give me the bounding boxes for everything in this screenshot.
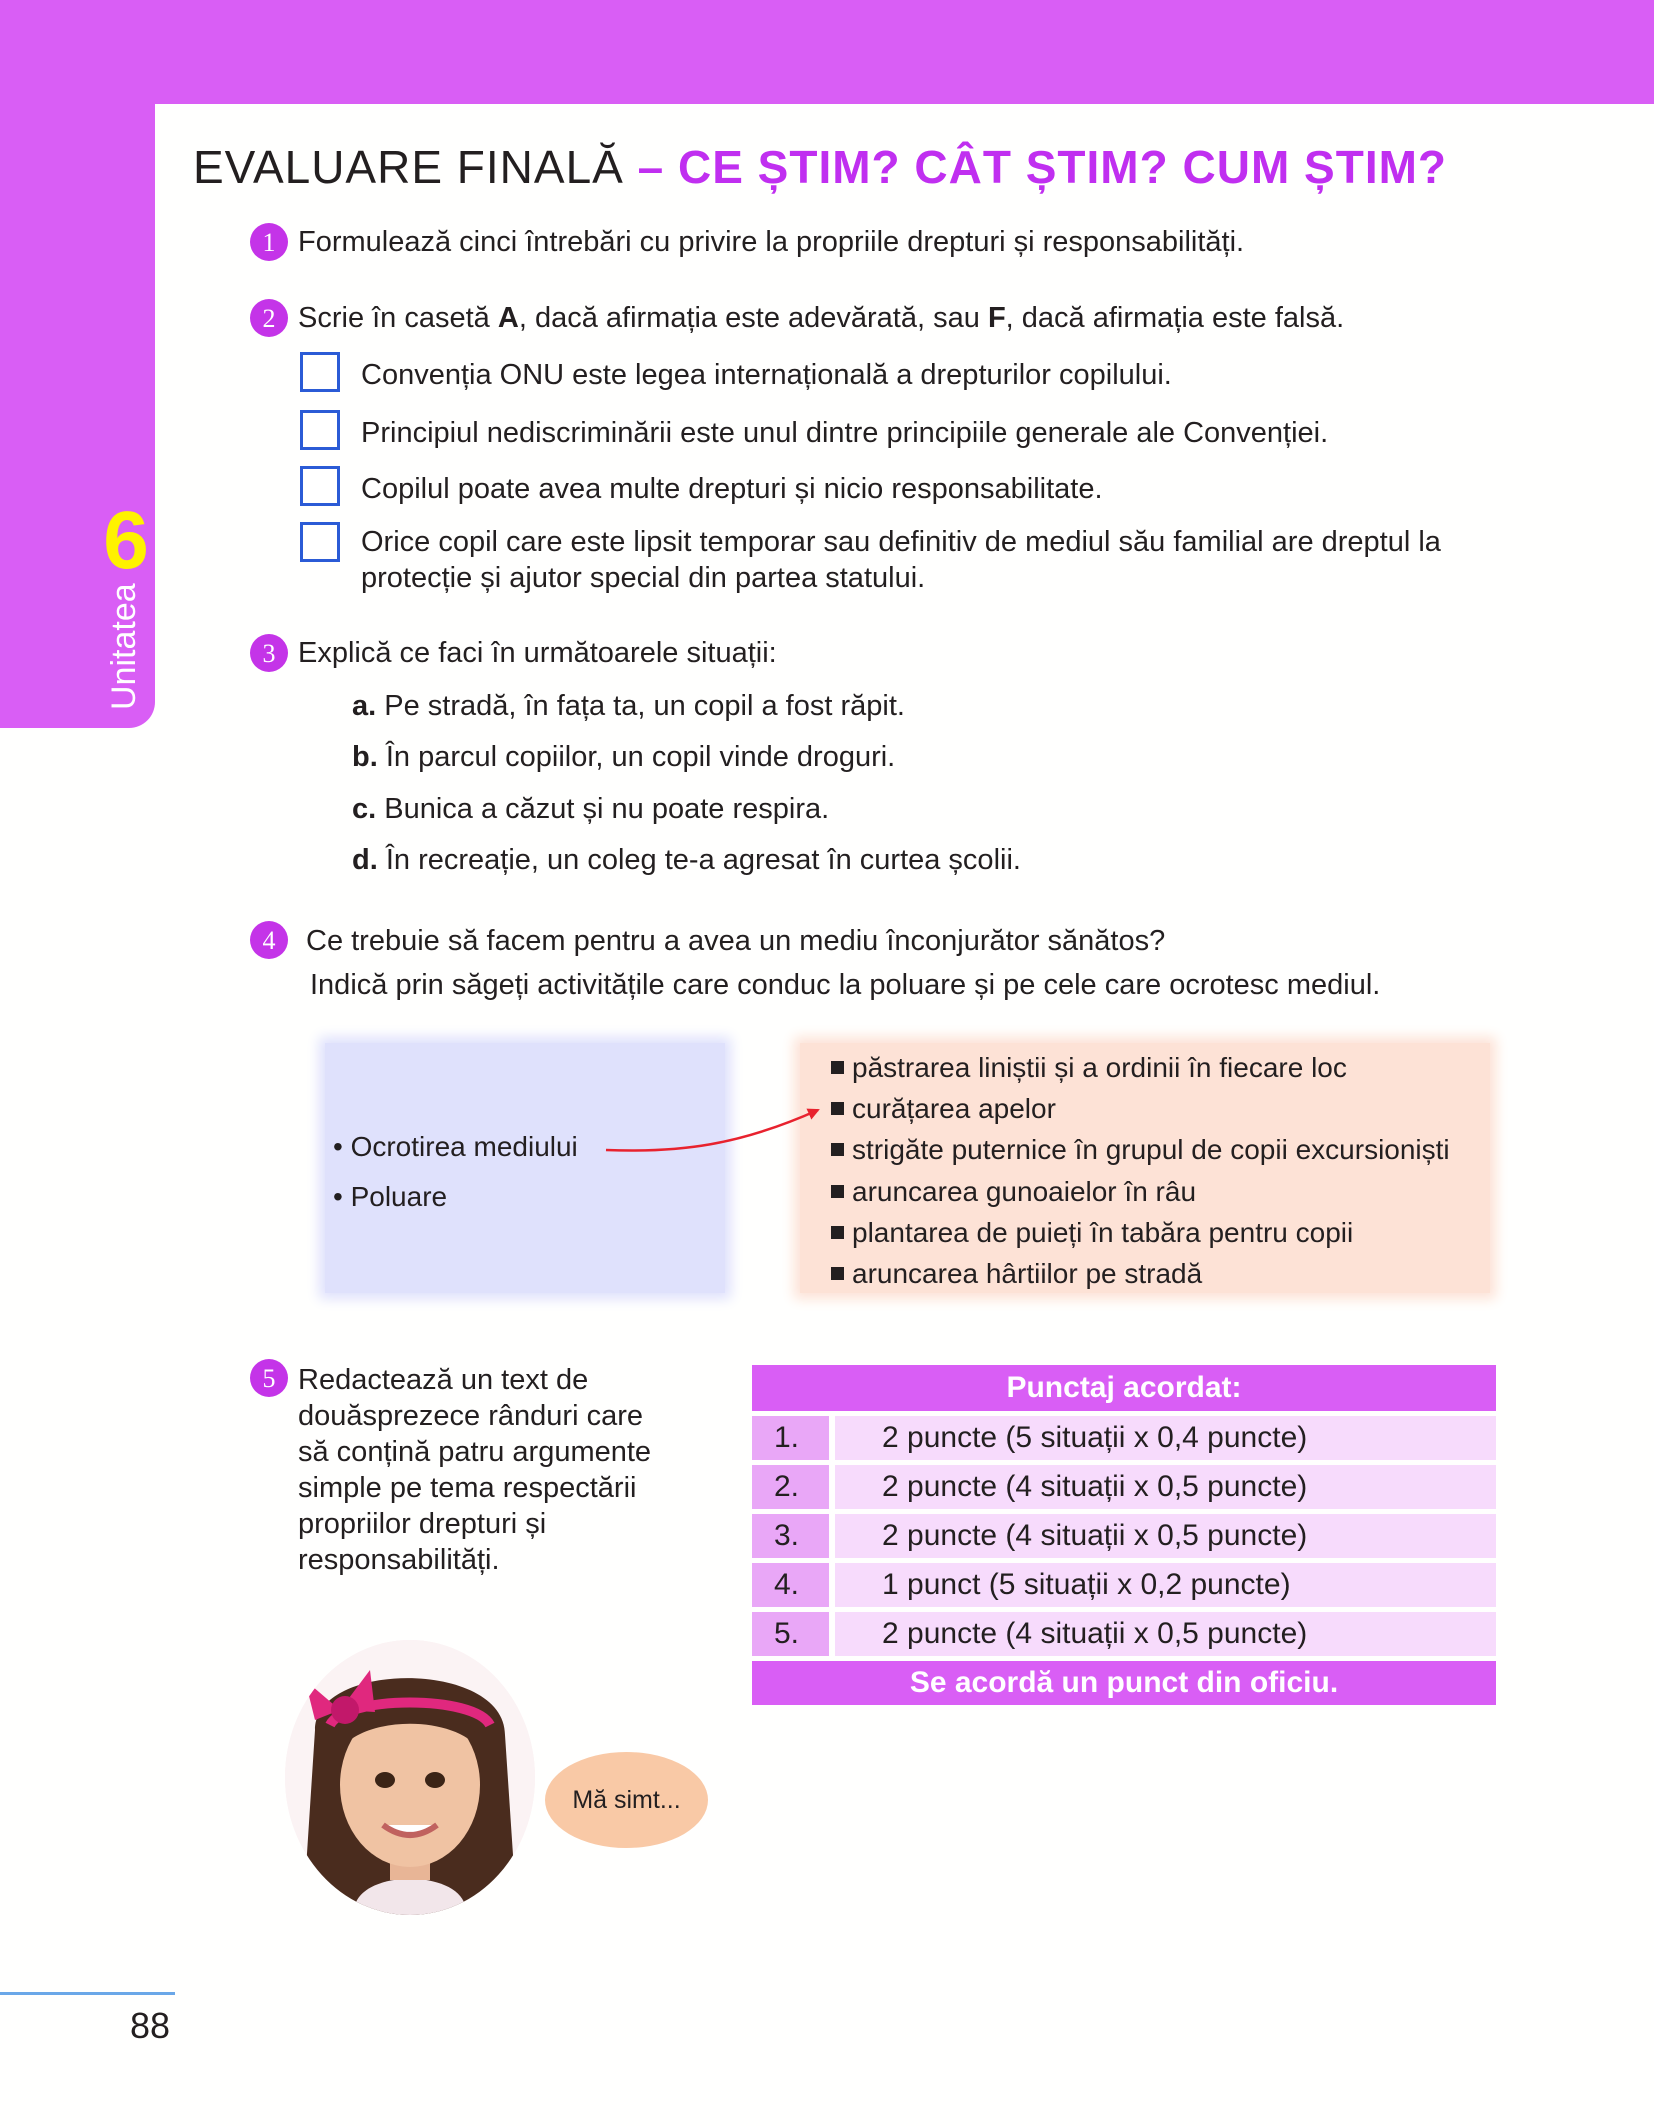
option-poluare[interactable]: • Poluare xyxy=(333,1181,448,1212)
scoring-footer: Se acordă un punct din oficiu. xyxy=(752,1661,1496,1705)
unit-number: 6 xyxy=(103,495,149,586)
page-number: 88 xyxy=(130,2005,171,2046)
statement-4-line-1: Orice copil care este lipsit temporar sau definitiv de mediul său familial are dreptul la xyxy=(361,526,1441,558)
bullet-square-icon xyxy=(831,1185,844,1198)
answer-box-2[interactable] xyxy=(300,410,340,450)
situation-b: b. În parcul copiilor, un copil vinde droguri. xyxy=(352,741,896,773)
answer-box-4[interactable] xyxy=(300,522,340,562)
option-ocrotirea-mediului[interactable]: • Ocrotirea mediului xyxy=(333,1131,578,1162)
speech-bubble: Mă simt... xyxy=(545,1752,708,1848)
question-2-badge: 2 xyxy=(250,299,288,337)
bullet-square-icon xyxy=(831,1226,844,1239)
statement-3: Copilul poate avea multe drepturi și nicio responsabilitate. xyxy=(361,473,1103,505)
question-3-badge: 3 xyxy=(250,634,288,672)
table-row: 5. 2 puncte (4 situații x 0,5 puncte) xyxy=(752,1612,1496,1656)
bullet-square-icon xyxy=(831,1102,844,1115)
question-4-line-2: Indică prin săgeți activitățile care conduc la poluare și pe cele care ocrotesc mediul. xyxy=(310,969,1381,1001)
answer-box-1[interactable] xyxy=(300,352,340,392)
situation-d: d. În recreație, un coleg te-a agresat în curtea școlii. xyxy=(352,844,1021,876)
statement-2: Principiul nediscriminării este unul dintre principiile generale ale Convenției. xyxy=(361,417,1329,449)
footer-divider xyxy=(0,1992,175,1995)
activity-item[interactable]: aruncarea hârtiilor pe stradă xyxy=(831,1257,1202,1291)
matching-left-box xyxy=(325,1043,725,1293)
unit-label: Unitatea xyxy=(105,583,143,710)
page-title xyxy=(193,140,1447,194)
question-4-line-1: Ce trebuie să facem pentru a avea un mediu înconjurător sănătos? xyxy=(306,925,1166,957)
title-main: EVALUARE FINALĂ xyxy=(193,141,624,193)
table-row: 4. 1 punct (5 situații x 0,2 puncte) xyxy=(752,1563,1496,1607)
example-arrow-icon xyxy=(600,1095,830,1165)
bullet-square-icon xyxy=(831,1061,844,1074)
activity-item[interactable]: păstrarea liniștii și a ordinii în fiecare loc xyxy=(831,1051,1347,1085)
table-row: 3. 2 puncte (4 situații x 0,5 puncte) xyxy=(752,1514,1496,1558)
scoring-header: Punctaj acordat: xyxy=(752,1365,1496,1411)
statement-1: Convenția ONU este legea internațională a drepturilor copilului. xyxy=(361,359,1172,391)
table-row: 2. 2 puncte (4 situații x 0,5 puncte) xyxy=(752,1465,1496,1509)
question-1-badge: 1 xyxy=(250,223,288,261)
situation-c: c. Bunica a căzut și nu poate respira. xyxy=(352,793,830,825)
question-5-badge: 5 xyxy=(250,1359,288,1397)
activity-item[interactable]: strigăte puternice în grupul de copii excursioniști xyxy=(831,1133,1450,1167)
question-1-text: Formulează cinci întrebări cu privire la propriile drepturi și responsabilități. xyxy=(298,226,1245,258)
activity-item[interactable]: curățarea apelor xyxy=(831,1092,1056,1126)
bullet-square-icon xyxy=(831,1143,844,1156)
statement-4-line-2: protecție și ajutor special din partea statului. xyxy=(361,562,926,594)
situation-a: a. Pe stradă, în fața ta, un copil a fost răpit. xyxy=(352,690,905,722)
activity-item[interactable]: aruncarea gunoaielor în râu xyxy=(831,1175,1196,1209)
top-banner xyxy=(150,0,1654,104)
question-4-badge: 4 xyxy=(250,921,288,959)
girl-photo xyxy=(285,1640,535,1915)
title-subtitle: – CE ȘTIM? CÂT ȘTIM? CUM ȘTIM? xyxy=(623,141,1448,193)
table-row: 1. 2 puncte (5 situații x 0,4 puncte) xyxy=(752,1416,1496,1460)
answer-box-3[interactable] xyxy=(300,466,340,506)
bullet-square-icon xyxy=(831,1267,844,1280)
scoring-table xyxy=(752,1365,1496,1705)
activity-item[interactable]: plantarea de puieți în tabăra pentru copii xyxy=(831,1216,1353,1250)
question-2-text: Scrie în casetă A, dacă afirmația este adevărată, sau F, dacă afirmația este falsă. xyxy=(298,302,1345,334)
question-3-text: Explică ce faci în următoarele situații: xyxy=(298,637,777,669)
question-5-text: Redactează un text de douăsprezece rânduri care să conțină patru argumente simple pe tema respectării propriilor drepturi și responsabilități. xyxy=(298,1364,652,1576)
